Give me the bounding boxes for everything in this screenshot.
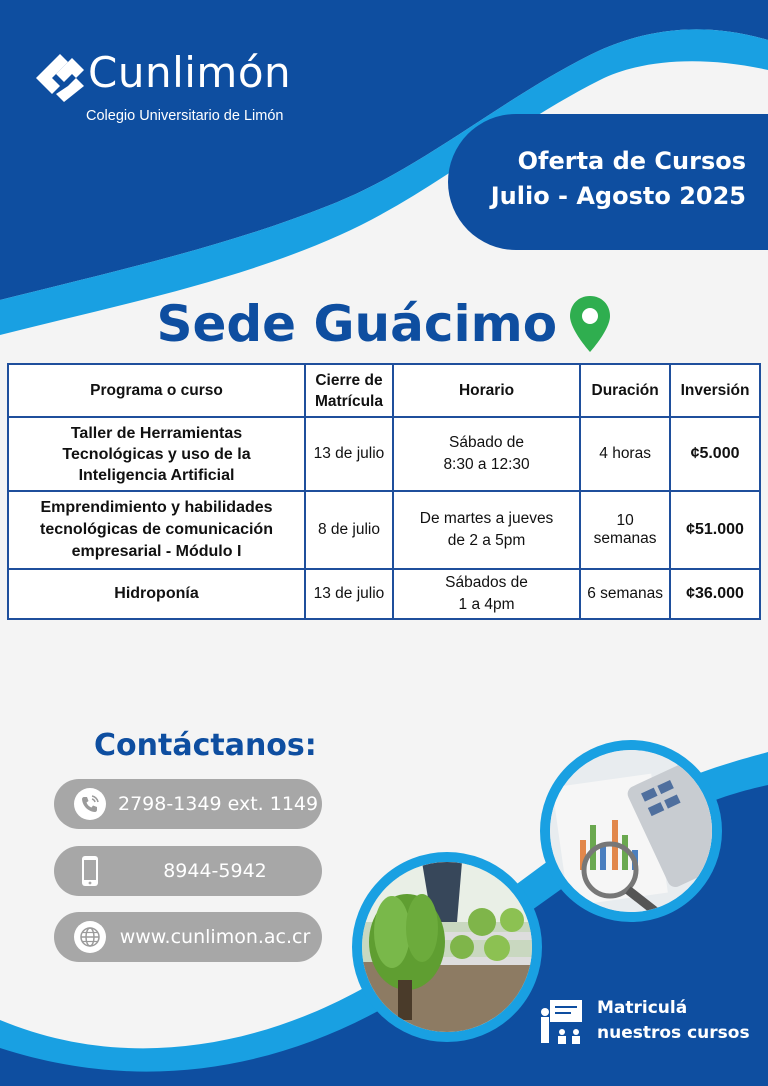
duration-cell: 4 horas [580, 417, 670, 491]
calculator-illustration [550, 750, 712, 912]
logo-mark-icon [34, 52, 86, 104]
schedule-line-1: Sábados de [445, 574, 528, 591]
table-header-row [8, 364, 760, 417]
web-text: www.cunlimon.ac.cr [119, 926, 311, 948]
location-pin-icon [568, 294, 612, 354]
cunlimon-logo [34, 48, 304, 128]
schedule-line-1: Sábado de [449, 434, 525, 451]
program-cell: Taller de Herramientas Tecnológicas y uso de la Inteligencia Artificial [8, 417, 305, 491]
enroll-cta[interactable] [540, 996, 760, 1050]
duration-cell: 10 semanas [580, 491, 670, 569]
smartphone-icon [74, 855, 106, 887]
schedule-line-2: 8:30 a 12:30 [443, 456, 530, 473]
header-program: Programa o curso [8, 364, 305, 417]
program-cell: Emprendimiento y habilidades tecnológicas de comunicación empresarial - Módulo I [8, 491, 305, 569]
globe-icon [74, 921, 106, 953]
header-close [305, 364, 393, 417]
web-pill[interactable] [54, 912, 322, 962]
enroll-text [597, 996, 750, 1046]
header-duration: Duración [580, 364, 670, 417]
schedule-line-2: de 2 a 5pm [447, 532, 526, 549]
calculator-photo [540, 740, 722, 922]
offer-badge [448, 114, 768, 250]
phone-icon [74, 788, 106, 820]
offer-line-1: Oferta de Cursos [517, 147, 746, 175]
mobile-pill[interactable] [54, 846, 322, 896]
table-row [8, 417, 760, 491]
table-row [8, 491, 760, 569]
enroll-line-2: nuestros cursos [597, 1023, 750, 1043]
header-price: Inversión [670, 364, 760, 417]
phone-text: 2798-1349 ext. 1149 [118, 793, 319, 815]
duration-cell: 6 semanas [580, 569, 670, 619]
header-close-text: Cierre de Matrícula [314, 371, 383, 410]
enroll-line-1: Matriculá [597, 998, 688, 1018]
header-schedule: Horario [393, 364, 580, 417]
mobile-text: 8944-5942 [163, 860, 267, 882]
phone-pill[interactable] [54, 779, 322, 829]
hydroponics-illustration [362, 862, 532, 1032]
price-cell: ¢5.000 [670, 417, 760, 491]
sede-heading [0, 294, 768, 354]
program-cell: Hidroponía [8, 569, 305, 619]
table-row [8, 569, 760, 619]
offer-line-2: Julio - Agosto 2025 [490, 182, 746, 210]
close-cell: 13 de julio [305, 569, 393, 619]
logo-subtitle: Colegio Universitario de Limón [86, 108, 284, 124]
schedule-cell [393, 417, 580, 491]
logo-name: Cunlimón [88, 48, 292, 97]
classroom-icon [540, 998, 584, 1046]
hydroponics-photo [352, 852, 542, 1042]
close-cell: 8 de julio [305, 491, 393, 569]
sede-title: Sede Guácimo [156, 295, 558, 353]
price-cell: ¢36.000 [670, 569, 760, 619]
courses-table [7, 363, 761, 620]
schedule-line-1: De martes a jueves [419, 510, 554, 527]
schedule-line-2: 1 a 4pm [458, 596, 515, 613]
price-cell: ¢51.000 [670, 491, 760, 569]
schedule-cell [393, 569, 580, 619]
schedule-cell [393, 491, 580, 569]
close-cell: 13 de julio [305, 417, 393, 491]
contact-title: Contáctanos: [94, 728, 317, 763]
